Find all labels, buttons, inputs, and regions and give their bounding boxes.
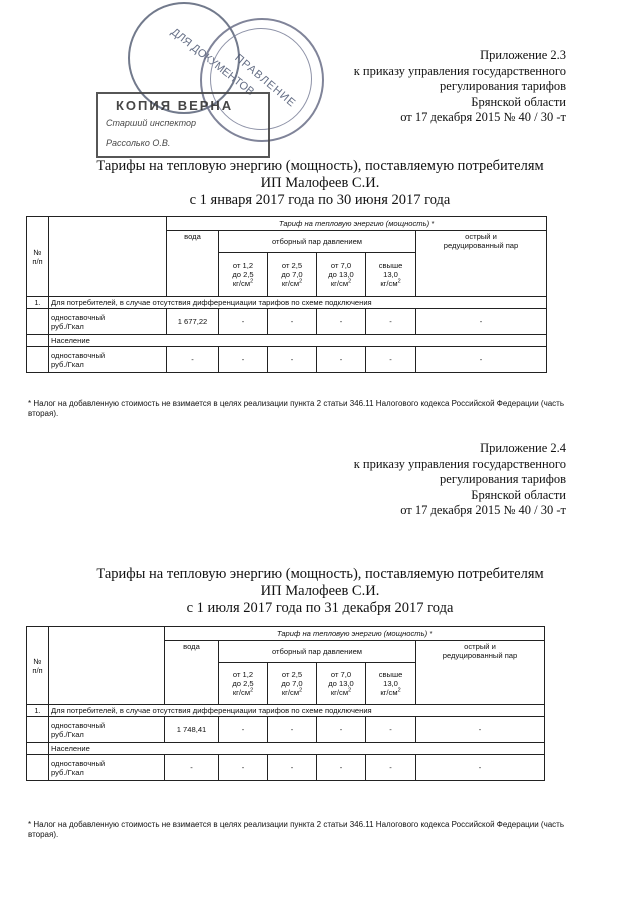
pressure-2-header: от 2,5 до 7,0 $кг/см^2$	[268, 663, 317, 705]
dash-cell: -	[219, 309, 268, 335]
table-row	[27, 309, 547, 335]
table-row	[27, 717, 545, 743]
tariff-table-1	[26, 216, 547, 373]
title-line: с 1 января 2017 года по 30 июня 2017 года	[189, 192, 451, 208]
copy-stamp	[96, 92, 270, 158]
col-name-header	[49, 627, 165, 705]
steam-header: отборный пар давлением	[219, 231, 416, 253]
dash-cell: -	[268, 755, 317, 781]
row-number: 1.	[27, 297, 49, 309]
appendix-regulation: регулирования тарифов	[440, 472, 566, 486]
pressure-4-header: свыше 13,0 $кг/см^2$	[366, 663, 416, 705]
dash-cell: -	[219, 717, 268, 743]
dash-cell: -	[416, 717, 545, 743]
appendix-number: Приложение 2.4	[480, 441, 566, 455]
round-stamp-small-text: ДЛЯ ДОКУМЕНТОВ	[168, 26, 257, 99]
pressure-1-header: от 1,2 до 2,5 $кг/см^2$	[219, 253, 268, 297]
appendix-date: от 17 декабря 2015 № 40 / 30 -т	[400, 110, 566, 124]
dash-cell: -	[366, 717, 416, 743]
water-value: 1 748,41	[165, 717, 219, 743]
title-line: ИП Малофеев С.И.	[260, 583, 380, 599]
dash-cell: -	[317, 755, 366, 781]
title-line: Тарифы на тепловую энергию (мощность), поставляемую потребителям	[96, 158, 544, 174]
appendix-order: к приказу управления государственного	[353, 456, 566, 471]
table-row	[27, 755, 545, 781]
table-row	[27, 347, 547, 373]
single-rate-label: одноставочный руб./Гкал	[49, 755, 165, 781]
tariff-header: Тариф на тепловую энергию (мощность) *	[165, 627, 545, 641]
dash-cell: -	[317, 717, 366, 743]
water-header: вода	[167, 231, 219, 297]
copy-stamp-role: Старший инспектор	[106, 118, 197, 128]
row-category: Для потребителей, в случае отсутствия дифференциации тарифов по схеме подключения	[49, 297, 547, 309]
appendix-header-2	[354, 441, 566, 519]
pressure-1-header: от 1,2 до 2,5 $кг/см^2$	[219, 663, 268, 705]
single-rate-label: одноставочный руб./Гкал	[49, 347, 167, 373]
dash-cell: -	[366, 347, 416, 373]
title-line: с 1 июля 2017 года по 31 декабря 2017 года	[186, 600, 454, 616]
dash-cell: -	[317, 309, 366, 335]
dash-cell: -	[317, 347, 366, 373]
col-number-header: № п/п	[27, 627, 49, 705]
appendix-regulation: регулирования тарифов	[440, 79, 566, 93]
appendix-region: Брянской области	[471, 487, 566, 502]
appendix-header-1	[354, 48, 566, 126]
footnote-2: * Налог на добавленную стоимость не взимается в целях реализации пункта 2 статьи 346.11 Налогового кодекса Российской Федерации (часть вторая).	[28, 820, 565, 839]
footnote-1: * Налог на добавленную стоимость не взимается в целях реализации пункта 2 статьи 346.11 Налогового кодекса Российской Федерации (часть вторая).	[28, 399, 565, 418]
col-number-header: № п/п	[27, 217, 49, 297]
pressure-4-header: свыше 13,0 $кг/см^2$	[366, 253, 416, 297]
dash-cell: -	[416, 309, 547, 335]
appendix-number: Приложение 2.3	[480, 48, 566, 62]
tariff-title-1	[0, 158, 640, 209]
pressure-3-header: от 7,0 до 13,0 $кг/см^2$	[317, 663, 366, 705]
pressure-3-header: от 7,0 до 13,0 $кг/см^2$	[317, 253, 366, 297]
dash-cell: -	[268, 309, 317, 335]
tariff-header: Тариф на тепловую энергию (мощность) *	[167, 217, 547, 231]
row-category: Для потребителей, в случае отсутствия дифференциации тарифов по схеме подключения	[49, 705, 545, 717]
dash-cell: -	[219, 755, 268, 781]
hot-steam-header: острый и редуцированный пар	[416, 641, 545, 705]
dash-cell: -	[165, 755, 219, 781]
col-name-header	[49, 217, 167, 297]
population-row: Население	[49, 335, 547, 347]
row-number: 1.	[27, 705, 49, 717]
copy-stamp-name: Рассолько О.В.	[106, 138, 171, 148]
single-rate-label: одноставочный руб./Гкал	[49, 717, 165, 743]
tariff-title-2	[0, 566, 640, 617]
title-line: ИП Малофеев С.И.	[260, 175, 380, 191]
steam-header: отборный пар давлением	[219, 641, 416, 663]
dash-cell: -	[268, 347, 317, 373]
water-value: 1 677,22	[167, 309, 219, 335]
dash-cell: -	[167, 347, 219, 373]
title-line: Тарифы на тепловую энергию (мощность), поставляемую потребителям	[96, 566, 544, 582]
tariff-table-2	[26, 626, 545, 781]
dash-cell: -	[268, 717, 317, 743]
dash-cell: -	[416, 755, 545, 781]
appendix-region: Брянской области	[471, 94, 566, 109]
dash-cell: -	[366, 755, 416, 781]
dash-cell: -	[219, 347, 268, 373]
dash-cell: -	[366, 309, 416, 335]
round-stamp-large-text: ПРАВЛЕНИЕ	[232, 52, 299, 110]
hot-steam-header: острый и редуцированный пар	[416, 231, 547, 297]
single-rate-label: одноставочный руб./Гкал	[49, 309, 167, 335]
appendix-order: к приказу управления государственного	[353, 63, 566, 78]
pressure-2-header: от 2,5 до 7,0 $кг/см^2$	[268, 253, 317, 297]
population-row: Население	[49, 743, 545, 755]
water-header: вода	[165, 641, 219, 705]
appendix-date: от 17 декабря 2015 № 40 / 30 -т	[400, 503, 566, 517]
dash-cell: -	[416, 347, 547, 373]
copy-stamp-title: КОПИЯ ВЕРНА	[116, 98, 234, 113]
